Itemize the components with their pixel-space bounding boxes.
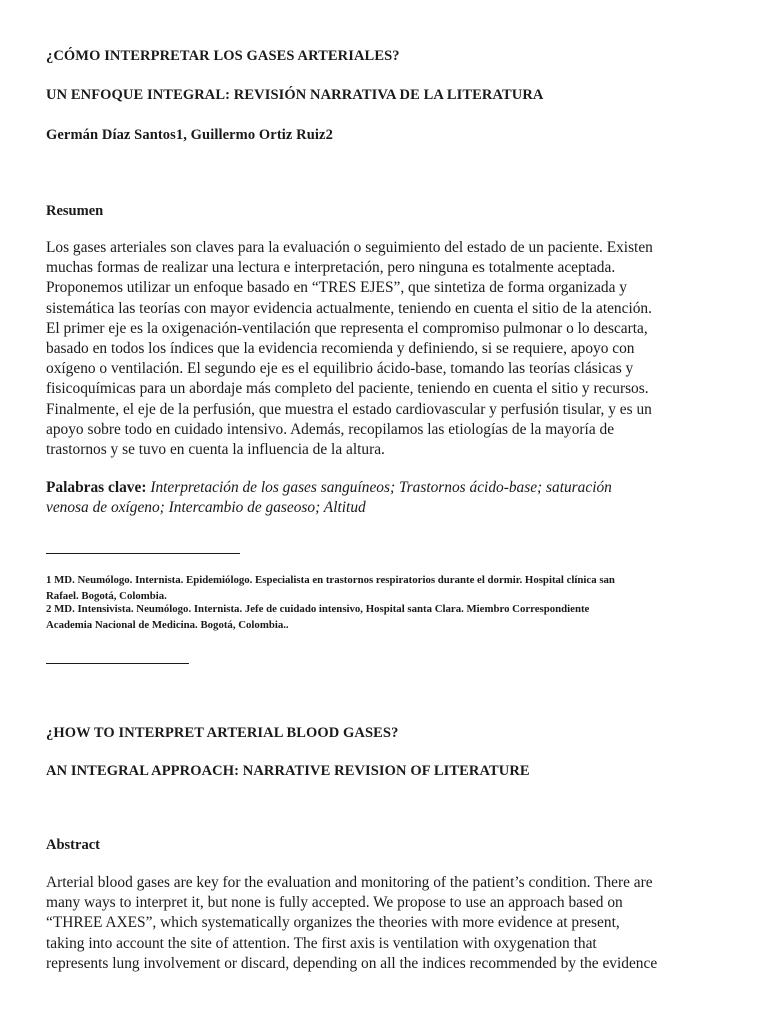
footnote-1 — [46, 573, 726, 604]
section-divider — [46, 663, 189, 664]
abstract-line: Proponemos utilizar un enfoque basado en “TRES EJES”, que sintetiza de forma organizada y — [46, 279, 627, 297]
footnote-line: 2 MD. Intensivista. Neumólogo. Internista. Jefe de cuidado intensivo, Hospital santa Clara. Miembro Correspondiente — [46, 603, 590, 615]
abstract-line: basado en todos los índices que la evidencia recomienda y definiendo, si se requiere, apoyo con — [46, 340, 635, 358]
abstract-heading-en: Abstract — [46, 837, 100, 853]
abstract-line: trastornos y se tuvo en cuenta la influencia de la altura. — [46, 441, 385, 459]
keywords-text: venosa de oxígeno; Intercambio de gaseoso; Altitud — [46, 499, 366, 517]
authors: Germán Díaz Santos1, Guillermo Ortiz Ruiz2 — [46, 127, 333, 143]
abstract-heading-es: Resumen — [46, 203, 104, 219]
abstract-line: many ways to interpret it, but none is fully accepted. We propose to use an approach based on — [46, 894, 623, 912]
footnote-divider — [46, 553, 240, 554]
subtitle-es: UN ENFOQUE INTEGRAL: REVISIÓN NARRATIVA DE LA LITERATURA — [46, 87, 544, 103]
footnote-line: Rafael. Bogotá, Colombia. — [46, 589, 167, 602]
abstract-line: “THREE AXES”, which systematically organizes the theories with more evidence at present, — [46, 914, 620, 932]
keywords — [46, 478, 726, 518]
abstract-line: sistemática las teorías con mayor evidencia actualmente, teniendo en cuenta el sitio de la atención. — [46, 299, 652, 317]
abstract-line: muchas formas de realizar una lectura e interpretación, pero ninguna es totalmente aceptada. — [46, 259, 616, 277]
title-es: ¿CÓMO INTERPRETAR LOS GASES ARTERIALES? — [46, 48, 400, 64]
footnote-2 — [46, 602, 726, 633]
abstract-line: represents lung involvement or discard, depending on all the indices recommended by the evidence — [46, 954, 658, 972]
abstract-line: oxígeno o ventilación. El segundo eje es el equilibrio ácido-base, tomando las teorías clásicas y — [46, 360, 634, 378]
footnote-line: 1 MD. Neumólogo. Internista. Epidemiólogo. Especialista en trastornos respiratorios durante el dormir. Hospital clínica san — [46, 574, 615, 586]
abstract-line: apoyo sobre todo en cuidado intensivo. Además, recopilamos las etiologías de la mayoría de — [46, 420, 615, 438]
abstract-line: El primer eje es la oxigenación-ventilación que representa el compromiso pulmonar o lo descarta, — [46, 319, 648, 337]
abstract-line: Los gases arteriales son claves para la evaluación o seguimiento del estado de un paciente. Existen — [46, 239, 653, 256]
footnote-line: Academia Nacional de Medicina. Bogotá, Colombia.. — [46, 618, 289, 631]
subtitle-en: AN INTEGRAL APPROACH: NARRATIVE REVISION OF LITERATURE — [46, 763, 530, 779]
abstract-line: Finalmente, el eje de la perfusión, que muestra el estado cardiovascular y perfusión tisular, y es un — [46, 400, 652, 418]
abstract-body-es — [46, 238, 726, 460]
abstract-line: Arterial blood gases are key for the evaluation and monitoring of the patient’s condition. There are — [46, 874, 653, 891]
abstract-line: fisicoquímicas para un abordaje más completo del paciente, teniendo en cuenta el sitio y recursos. — [46, 380, 649, 398]
title-en: ¿HOW TO INTERPRET ARTERIAL BLOOD GASES? — [46, 725, 399, 741]
keywords-label: Palabras clave: — [46, 479, 147, 496]
abstract-line: taking into account the site of attention. The first axis is ventilation with oxygenation that — [46, 934, 597, 952]
keywords-text: Interpretación de los gases sanguíneos; Trastornos ácido-base; saturación — [150, 479, 612, 496]
abstract-body-en — [46, 873, 726, 974]
